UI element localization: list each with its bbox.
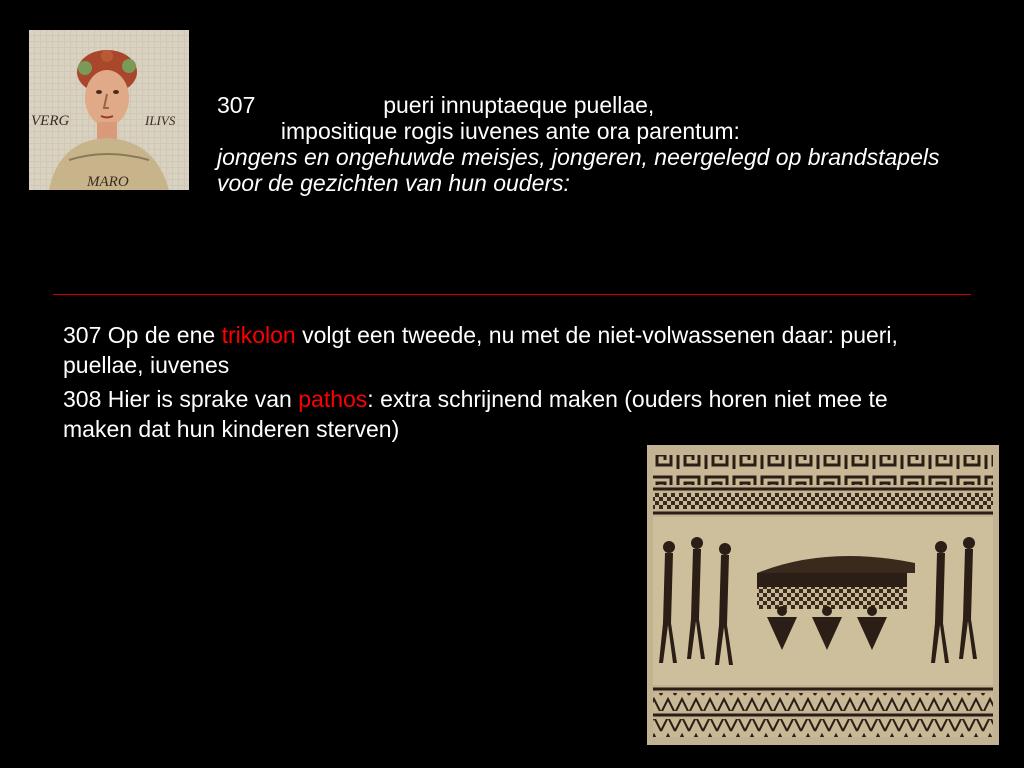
note-307-text-after: volgt een tweede, nu met de niet-volwassenen daar: pueri, puellae, iuvenes bbox=[63, 322, 898, 378]
verse-number: 307 bbox=[217, 92, 256, 118]
verse-block bbox=[217, 92, 977, 196]
note-307 bbox=[63, 320, 963, 380]
verse-line-1 bbox=[217, 92, 977, 118]
verse-translation: jongens en ongehuwde meisjes, jongeren, neergelegd op brandstapels voor de gezichten van hun ouders: bbox=[217, 144, 940, 196]
note-307-highlight: trikolon bbox=[221, 322, 296, 348]
funeral-vase-image bbox=[647, 445, 999, 745]
mosaic-inscription-left: VERG bbox=[31, 113, 70, 129]
mosaic-inscription-right: ILIVS bbox=[145, 113, 176, 128]
vergilius-mosaic-image bbox=[29, 30, 189, 190]
note-307-text-before: 307 Op de ene bbox=[63, 322, 222, 348]
section-divider bbox=[53, 294, 971, 295]
note-308-text-after: : extra schrijnend maken (ouders horen niet mee te maken dat hun kinderen sterven) bbox=[63, 386, 888, 442]
vase-scene-icon bbox=[647, 445, 999, 745]
commentary-notes bbox=[63, 320, 963, 448]
verse-line-2 bbox=[217, 118, 977, 144]
mosaic-portrait-icon bbox=[29, 30, 189, 190]
note-308-text-before: 308 Hier is sprake van bbox=[63, 386, 299, 412]
latin-line-1: pueri innuptaeque puellae, bbox=[383, 92, 655, 118]
note-308 bbox=[63, 384, 963, 444]
latin-line-2: impositique rogis iuvenes ante ora parentum: bbox=[280, 118, 740, 144]
mosaic-inscription-bottom: MARO bbox=[87, 174, 129, 190]
note-308-highlight: pathos bbox=[298, 386, 368, 412]
